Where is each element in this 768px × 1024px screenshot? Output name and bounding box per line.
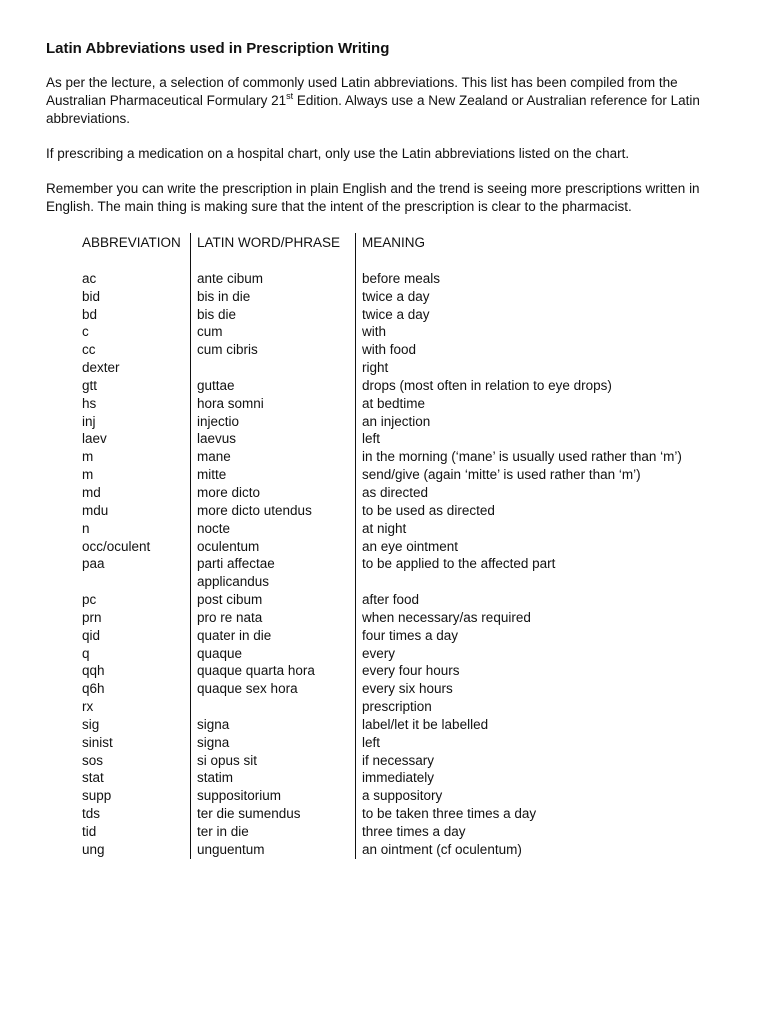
cell-abbreviation: bid bbox=[78, 288, 191, 306]
cell-meaning: immediately bbox=[362, 770, 435, 786]
cell-abbreviation: c bbox=[78, 323, 191, 341]
cell-abbreviation: qid bbox=[78, 627, 191, 645]
cell-latin-phrase: laevus bbox=[191, 430, 356, 448]
cell-meaning: at night bbox=[362, 520, 407, 536]
cell-abbreviation: supp bbox=[78, 787, 191, 805]
cell-latin-phrase bbox=[191, 359, 356, 377]
table-spacer-row bbox=[78, 252, 702, 270]
cell-abbreviation: gtt bbox=[78, 377, 191, 395]
cell-abbreviation: ung bbox=[78, 841, 191, 859]
cell-meaning: every six hours bbox=[362, 681, 453, 697]
cell-meaning: twice a day bbox=[362, 288, 430, 304]
cell-meaning: send/give (again ‘mitte’ is used rather than ‘m’) bbox=[362, 467, 641, 483]
cell-abbreviation: bd bbox=[78, 306, 191, 324]
cell-meaning: drops (most often in relation to eye drops) bbox=[362, 377, 612, 393]
cell-abbreviation: hs bbox=[78, 395, 191, 413]
cell-latin-phrase: quater in die bbox=[191, 627, 356, 645]
table-row bbox=[78, 627, 702, 645]
header-meaning: MEANING bbox=[362, 235, 426, 250]
table-row bbox=[78, 805, 702, 823]
cell-abbreviation: ac bbox=[78, 270, 191, 288]
cell-abbreviation: pc bbox=[78, 591, 191, 609]
table-row bbox=[78, 591, 702, 609]
cell-latin-phrase: si opus sit bbox=[191, 752, 356, 770]
cell-meaning: with food bbox=[362, 342, 417, 358]
cell-latin-phrase: bis die bbox=[191, 306, 356, 324]
header-latin-phrase: LATIN WORD/PHRASE bbox=[191, 233, 356, 252]
cell-latin-phrase: pro re nata bbox=[191, 609, 356, 627]
table-row bbox=[78, 359, 702, 377]
cell-abbreviation: m bbox=[78, 448, 191, 466]
cell-abbreviation: inj bbox=[78, 413, 191, 431]
table-header-row bbox=[78, 233, 702, 252]
cell-meaning: to be taken three times a day bbox=[362, 806, 537, 822]
cell-latin-phrase: signa bbox=[191, 716, 356, 734]
page-title: Latin Abbreviations used in Prescription Writing bbox=[46, 40, 390, 57]
table-row bbox=[78, 769, 702, 787]
table-row bbox=[78, 413, 702, 431]
cell-latin-phrase bbox=[191, 698, 356, 716]
table-row bbox=[78, 680, 702, 698]
intro-paragraph-2: If prescribing a medication on a hospital chart, only use the Latin abbreviations listed on the chart. bbox=[46, 146, 630, 161]
abbreviations-table bbox=[78, 233, 702, 859]
cell-meaning: three times a day bbox=[362, 824, 466, 839]
cell-meaning: when necessary/as required bbox=[362, 609, 531, 625]
cell-latin-phrase: quaque sex hora bbox=[191, 680, 356, 698]
cell-abbreviation: prn bbox=[78, 609, 191, 627]
cell-latin-phrase: hora somni bbox=[191, 395, 356, 413]
cell-latin-phrase: quaque bbox=[191, 645, 356, 663]
intro-text-part-2: Edition. Always use a New Zealand or Australian reference for Latin abbreviations. bbox=[46, 93, 700, 126]
table-row bbox=[78, 752, 702, 770]
table-row bbox=[78, 430, 702, 448]
table-row bbox=[78, 538, 702, 556]
cell-abbreviation: tds bbox=[78, 805, 191, 823]
cell-meaning: four times a day bbox=[362, 627, 459, 643]
cell-latin-phrase: bis in die bbox=[191, 288, 356, 306]
cell-meaning: to be used as directed bbox=[362, 502, 495, 518]
table-row bbox=[78, 662, 702, 680]
cell-meaning: an injection bbox=[362, 413, 431, 429]
cell-abbreviation: qqh bbox=[78, 662, 191, 680]
table-row bbox=[78, 520, 702, 538]
cell-abbreviation: paa bbox=[78, 555, 191, 591]
cell-meaning: an ointment (cf oculentum) bbox=[362, 841, 522, 857]
cell-latin-phrase: mitte bbox=[191, 466, 356, 484]
cell-latin-phrase: suppositorium bbox=[191, 787, 356, 805]
cell-meaning: with bbox=[362, 324, 387, 340]
table-row bbox=[78, 787, 702, 805]
cell-meaning: in the morning (‘mane’ is usually used rather than ‘m’) bbox=[362, 449, 682, 465]
table-row bbox=[78, 734, 702, 752]
cell-meaning: left bbox=[362, 734, 381, 750]
cell-latin-phrase: guttae bbox=[191, 377, 356, 395]
cell-latin-phrase: nocte bbox=[191, 520, 356, 538]
table-row bbox=[78, 484, 702, 502]
cell-latin-phrase: injectio bbox=[191, 413, 356, 431]
cell-meaning: if necessary bbox=[362, 752, 435, 768]
cell-meaning: right bbox=[362, 360, 389, 376]
table-row bbox=[78, 716, 702, 734]
cell-meaning: left bbox=[362, 431, 381, 447]
cell-meaning: a suppository bbox=[362, 788, 443, 804]
cell-abbreviation: sig bbox=[78, 716, 191, 734]
cell-latin-phrase: ter in die bbox=[191, 823, 356, 841]
table-row bbox=[78, 270, 702, 288]
cell-meaning: as directed bbox=[362, 484, 429, 500]
table-row bbox=[78, 306, 702, 324]
cell-abbreviation: stat bbox=[78, 769, 191, 787]
table-row bbox=[78, 288, 702, 306]
table-row bbox=[78, 555, 702, 591]
cell-abbreviation: sos bbox=[78, 752, 191, 770]
cell-abbreviation: rx bbox=[78, 698, 191, 716]
table-row bbox=[78, 395, 702, 413]
cell-meaning: every four hours bbox=[362, 663, 460, 679]
cell-latin-phrase: post cibum bbox=[191, 591, 356, 609]
cell-abbreviation: n bbox=[78, 520, 191, 538]
cell-abbreviation: tid bbox=[78, 823, 191, 841]
table-row bbox=[78, 323, 702, 341]
table-row bbox=[78, 377, 702, 395]
cell-meaning: at bedtime bbox=[362, 395, 426, 411]
intro-paragraph-1 bbox=[46, 74, 726, 128]
cell-meaning: every bbox=[362, 645, 396, 661]
cell-abbreviation: dexter bbox=[78, 359, 191, 377]
cell-meaning: twice a day bbox=[362, 306, 430, 322]
cell-abbreviation: q bbox=[78, 645, 191, 663]
table-row bbox=[78, 341, 702, 359]
cell-abbreviation: mdu bbox=[78, 502, 191, 520]
table-body bbox=[78, 252, 702, 859]
table-row bbox=[78, 502, 702, 520]
cell-abbreviation: sinist bbox=[78, 734, 191, 752]
document-page bbox=[46, 40, 726, 859]
table-row bbox=[78, 466, 702, 484]
cell-latin-phrase: statim bbox=[191, 769, 356, 787]
cell-latin-phrase: signa bbox=[191, 734, 356, 752]
table-row bbox=[78, 823, 702, 841]
cell-abbreviation: q6h bbox=[78, 680, 191, 698]
cell-meaning: label/let it be labelled bbox=[362, 716, 489, 732]
cell-latin-phrase: parti affectae applicandus bbox=[191, 555, 356, 591]
cell-latin-phrase: quaque quarta hora bbox=[191, 662, 356, 680]
cell-latin-phrase: cum bbox=[191, 323, 356, 341]
intro-paragraph-3: Remember you can write the prescription in plain English and the trend is seeing more prescriptions written in English. The main thing is making sure that the intent of the prescription is clear to the pharmacist. bbox=[46, 181, 700, 214]
cell-abbreviation: occ/oculent bbox=[78, 538, 191, 556]
cell-latin-phrase: oculentum bbox=[191, 538, 356, 556]
cell-meaning: before meals bbox=[362, 270, 441, 286]
cell-latin-phrase: more dicto bbox=[191, 484, 356, 502]
cell-latin-phrase: ante cibum bbox=[191, 270, 356, 288]
table-row bbox=[78, 609, 702, 627]
intro-text-part-1: As per the lecture, a selection of commonly used Latin abbreviations. This list has been compiled from the Australian Pharmaceutical Formulary 21 bbox=[46, 75, 678, 108]
cell-latin-phrase: ter die sumendus bbox=[191, 805, 356, 823]
ordinal-suffix: st bbox=[286, 90, 294, 101]
cell-latin-phrase: cum cibris bbox=[191, 341, 356, 359]
table-row bbox=[78, 645, 702, 663]
cell-meaning: an eye ointment bbox=[362, 538, 459, 554]
cell-meaning: after food bbox=[362, 592, 420, 608]
header-abbreviation: ABBREVIATION bbox=[78, 233, 191, 252]
table-row bbox=[78, 841, 702, 859]
table-row bbox=[78, 448, 702, 466]
table-row bbox=[78, 698, 702, 716]
cell-latin-phrase: more dicto utendus bbox=[191, 502, 356, 520]
cell-abbreviation: cc bbox=[78, 341, 191, 359]
cell-latin-phrase: unguentum bbox=[191, 841, 356, 859]
cell-meaning: prescription bbox=[362, 699, 432, 715]
cell-abbreviation: m bbox=[78, 466, 191, 484]
cell-latin-phrase: mane bbox=[191, 448, 356, 466]
cell-abbreviation: laev bbox=[78, 430, 191, 448]
cell-abbreviation: md bbox=[78, 484, 191, 502]
cell-meaning: to be applied to the affected part bbox=[362, 556, 556, 572]
